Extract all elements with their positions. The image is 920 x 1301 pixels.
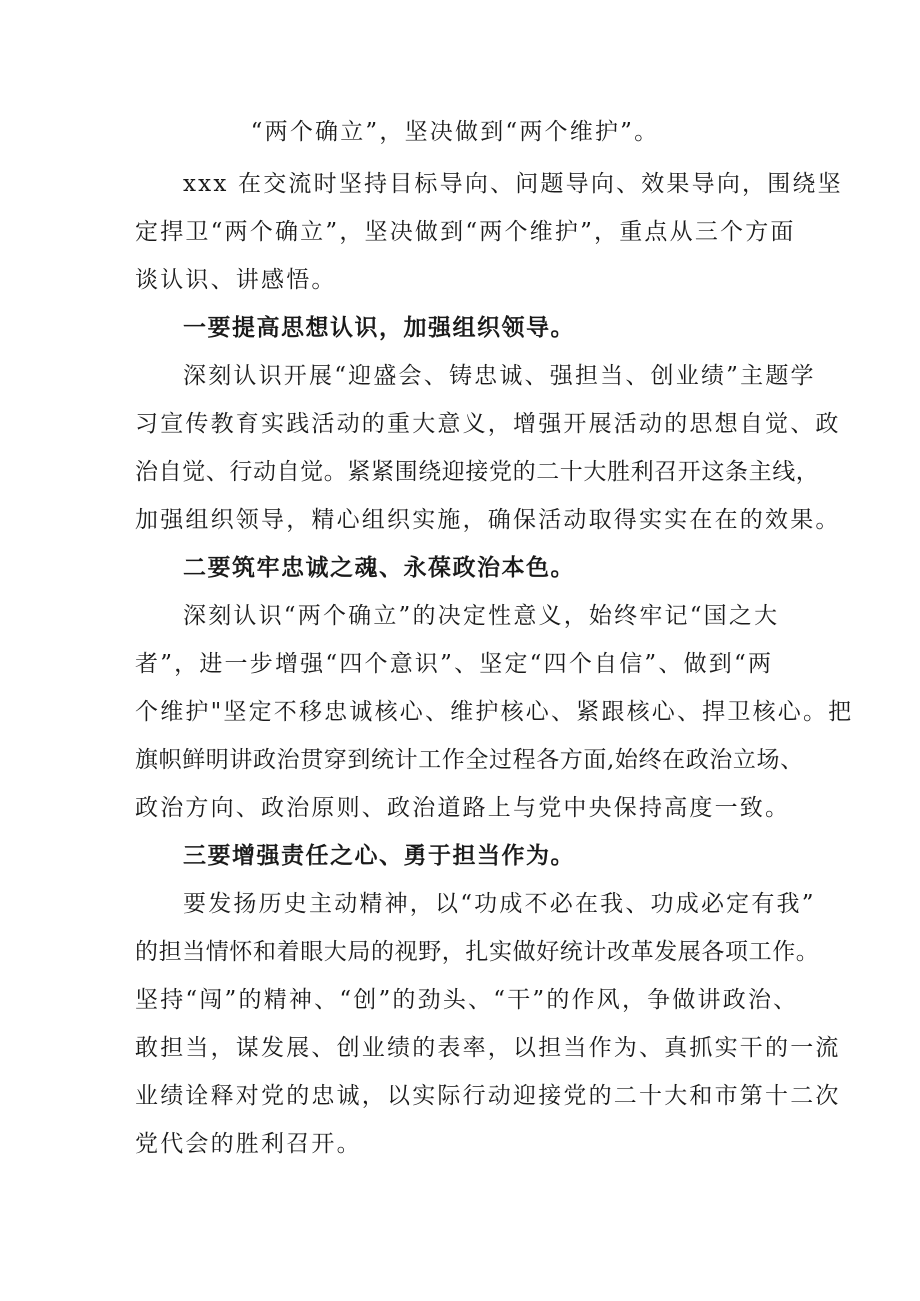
paragraph-line: 谈认识、讲感悟。	[135, 267, 337, 293]
paragraph-line: 深刻认识“两个确立”的决定性意义，始终牢记“国之大	[183, 603, 780, 629]
paragraph-line: 治自觉、行动自觉。紧紧围绕迎接党的二十大胜利召开这条主线，	[135, 459, 820, 485]
paragraph-line: 旗帜鲜明讲政治贯穿到统计工作全过程各方面,始终在政治立场、	[135, 747, 804, 773]
document-page	[135, 108, 854, 1168]
paragraph-line: 党代会的胜利召开。	[135, 1131, 362, 1157]
paragraph-line: 要发扬历史主动精神，以“功成不必在我、功成必定有我”	[183, 891, 816, 917]
intro-line: “两个确立”，坚决做到“两个维护”。	[250, 119, 660, 145]
paragraph-line: 者”，进一步增强“四个意识”、坚定“四个自信”、做到“两	[135, 651, 774, 677]
paragraph-line: 敢担当，谋发展、创业绩的表率，以担当作为、真抓实干的一流	[135, 1035, 841, 1061]
section-heading: 三要增强责任之心、勇于担当作为。	[183, 843, 575, 869]
paragraph-line: xxx 在交流时坚持目标导向、问题导向、效果导向，围绕坚	[183, 171, 843, 197]
paragraph-line: 深刻认识开展“迎盛会、铸忠诚、强担当、创业绩”主题学	[183, 363, 816, 389]
section-heading: 一要提高思想认识，加强组织领导。	[183, 315, 575, 341]
paragraph-line: 个维护"坚定不移忠诚核心、维护核心、紧跟核心、捍卫核心。把	[135, 699, 854, 725]
paragraph-line: 的担当情怀和着眼大局的视野，扎实做好统计改革发展各项工作。	[135, 939, 820, 965]
paragraph-line: 坚持“闯”的精神、“创”的劲头、“干”的作风，争做讲政治、	[135, 987, 799, 1013]
paragraph-line: 加强组织领导，精心组织实施，确保活动取得实实在在的效果。	[135, 507, 841, 533]
section-heading: 二要筑牢忠诚之魂、永葆政治本色。	[183, 555, 575, 581]
paragraph-line: 业绩诠释对党的忠诚，以实际行动迎接党的二十大和市第十二次	[135, 1083, 841, 1109]
paragraph-line: 定捍卫“两个确立”，坚决做到“两个维护”，重点从三个方面	[135, 219, 796, 245]
paragraph-line: 习宣传教育实践活动的重大意义，增强开展活动的思想自觉、政	[135, 411, 841, 437]
paragraph-line: 政治方向、政治原则、政治道路上与党中央保持高度一致。	[135, 795, 791, 821]
